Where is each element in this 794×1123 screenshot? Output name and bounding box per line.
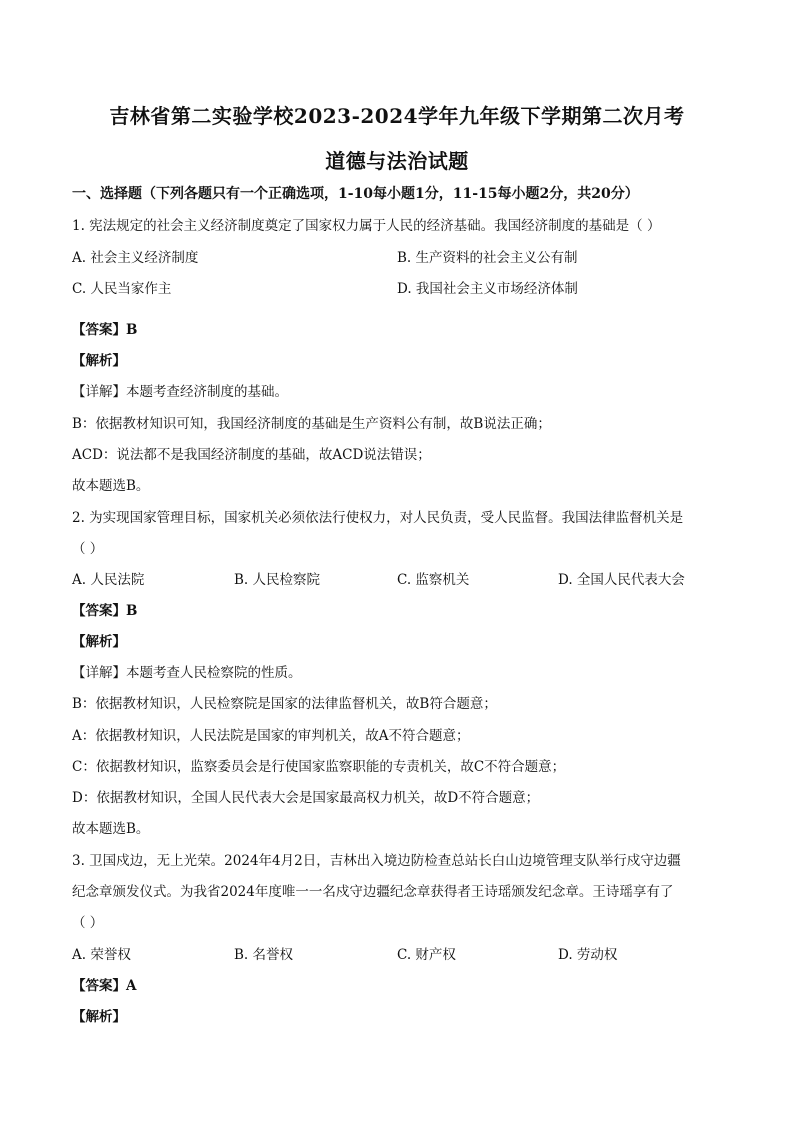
- q2-detail-line: C：依据教材知识，监察委员会是行使国家监察职能的专责机关，故C不符合题意；: [72, 759, 566, 775]
- q1-option-d: D. 我国社会主义市场经济体制: [397, 281, 578, 297]
- q2-detail-line: 【详解】本题考查人民检察院的性质。: [72, 665, 302, 681]
- q1-option-a: A. 社会主义经济制度: [72, 250, 199, 266]
- q1-option-c: C. 人民当家作主: [72, 281, 172, 297]
- q1-detail-line: 故本题选B。: [72, 478, 150, 494]
- q3-stem-cont: （ ）: [72, 915, 104, 931]
- q2-stem: 2. 为实现国家管理目标，国家机关必须依法行使权力，对人民负责，受人民监督。我国法律监督机关是: [72, 510, 684, 526]
- q1-detail-line: ACD：说法都不是我国经济制度的基础，故ACD说法错误；: [72, 447, 431, 463]
- q1-stem: 1. 宪法规定的社会主义经济制度奠定了国家权力属于人民的经济基础。我国经济制度的基础是（ ）: [72, 218, 661, 234]
- q2-detail-line: D：依据教材知识，全国人民代表大会是国家最高权力机关，故D不符合题意；: [72, 790, 540, 806]
- document-title: 吉林省第二实验学校2023-2024学年九年级下学期第二次月考: [109, 104, 685, 128]
- q3-option-a: A. 荣誉权: [72, 947, 131, 963]
- q3-answer: 【答案】A: [72, 978, 137, 994]
- q2-detail-line: B：依据教材知识，人民检察院是国家的法律监督机关，故B符合题意；: [72, 696, 497, 712]
- q2-option-c: C. 监察机关: [397, 572, 470, 588]
- section-heading: 一、选择题（下列各题只有一个正确选项，1-10每小题1分，11-15每小题2分，共20分）: [72, 186, 639, 202]
- q2-analysis-label: 【解析】: [72, 634, 126, 650]
- document-subtitle: 道德与法治试题: [325, 149, 469, 173]
- q3-stem: 3. 卫国戍边，无上光荣。2024年4月2日，吉林出入境边防检查总站长白山边境管理支队举行戍守边疆: [72, 853, 681, 869]
- q1-detail-line: B：依据教材知识可知，我国经济制度的基础是生产资料公有制，故B说法正确；: [72, 416, 551, 432]
- q3-option-c: C. 财产权: [397, 947, 456, 963]
- q2-answer: 【答案】B: [72, 603, 138, 619]
- q2-option-a: A. 人民法院: [72, 572, 145, 588]
- q1-answer: 【答案】B: [72, 322, 138, 338]
- q2-detail-line: A：依据教材知识，人民法院是国家的审判机关，故A不符合题意；: [72, 728, 470, 744]
- q2-option-d: D. 全国人民代表大会: [558, 572, 685, 588]
- q3-option-b: B. 名誉权: [234, 947, 294, 963]
- q1-detail-line: 【详解】本题考查经济制度的基础。: [72, 384, 288, 400]
- q3-option-d: D. 劳动权: [558, 947, 618, 963]
- q2-option-b: B. 人民检察院: [234, 572, 321, 588]
- q2-stem-cont: （ ）: [72, 541, 104, 557]
- q3-analysis-label: 【解析】: [72, 1009, 126, 1025]
- q3-stem-cont: 纪念章颁发仪式。为我省2024年度唯一一名戍守边疆纪念章获得者王诗瑶颁发纪念章。王诗瑶享有了: [72, 884, 674, 900]
- q2-detail-line: 故本题选B。: [72, 821, 150, 837]
- q1-analysis-label: 【解析】: [72, 353, 126, 369]
- q1-option-b: B. 生产资料的社会主义公有制: [397, 250, 578, 266]
